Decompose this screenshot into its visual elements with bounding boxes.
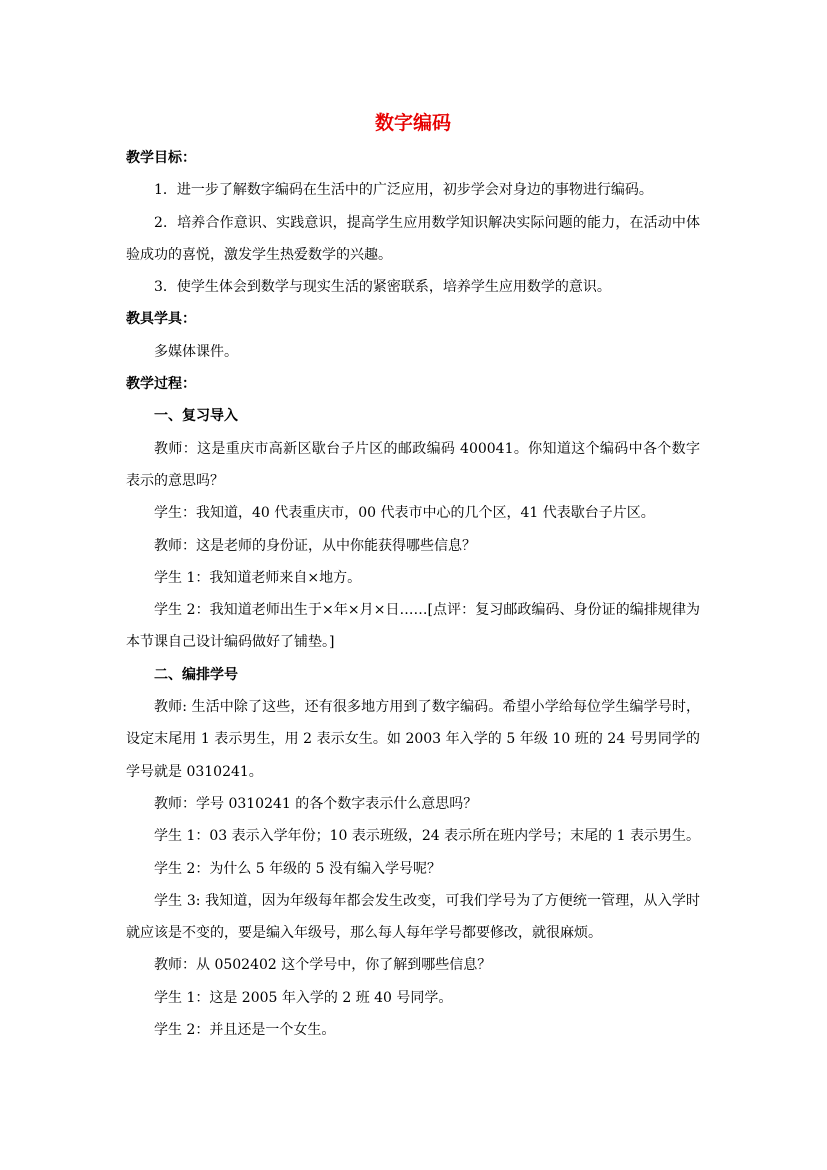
paragraph: 学生 2：我知道老师出生于×年×月×日……[点评：复习邮政编码、身份证的编排规律为本节课自己设计编码做好了铺垫。] [126,602,700,651]
paragraph: 学生 3: 我知道，因为年级每年都会发生改变，可我们学号为了方便统一管理，从入学时就应该是不变的，要是编入年级号，那么每人每年学号都要修改，就很麻烦。 [126,892,700,942]
paragraph: 学生 1：03 表示入学年份；10 表示班级，24 表示所在班内学号；末尾的 1 表示男生。 [154,828,700,845]
section-heading-process: 教学过程： [126,376,196,393]
paragraph: 学生 2：并且还是一个女生。 [154,1022,336,1039]
paragraph: 学生 2：为什么 5 年级的 5 没有编入学号呢？ [154,860,441,877]
document-title: 数字编码 [374,112,451,134]
paragraph: 学生 1：这是 2005 年入学的 2 班 40 号同学。 [154,989,453,1006]
section-heading-objectives: 教学目标： [126,150,196,166]
section-heading-materials: 教具学具： [126,311,196,328]
paragraph: 教师：从 0502402 这个学号中，你了解到哪些信息？ [154,957,492,974]
paragraph: 教师：这是老师的身份证，从中你能获得哪些信息？ [154,537,476,554]
subheading-review: 一、复习导入 [154,408,238,425]
paragraph: 教师：这是重庆市高新区歇台子片区的邮政编码 400041。你知道这个编码中各个数字表示的意思吗？ [126,440,700,489]
paragraph: 3．使学生体会到数学与现实生活的紧密联系，培养学生应用数学的意识。 [154,279,611,296]
paragraph: 2．培养合作意识、实践意识，提高学生应用数学知识解决实际问题的能力，在活动中体验成功的喜悦，激发学生热爱数学的兴趣。 [126,214,700,263]
paragraph: 多媒体课件。 [154,343,238,360]
paragraph: 教师：学号 0310241 的各个数字表示什么意思吗？ [154,795,478,812]
paragraph: 学生 1：我知道老师来自×地方。 [154,569,362,586]
paragraph: 学生：我知道，40 代表重庆市，00 代表市中心的几个区，41 代表歇台子片区。 [154,505,655,522]
document-body [126,108,700,1046]
paragraph: 教师: 生活中除了这些，还有很多地方用到了数字编码。希望小学给每位学生编学号时，设定末尾用 1 表示男生，用 2 表示女生。如 2003 年入学的 5 年级 10 班的 24 号男同学的学号就是 0310241。 [126,699,700,780]
paragraph: 1．进一步了解数字编码在生活中的广泛应用，初步学会对身边的事物进行编码。 [154,182,653,199]
subheading-student-numbers: 二、编排学号 [154,666,238,683]
